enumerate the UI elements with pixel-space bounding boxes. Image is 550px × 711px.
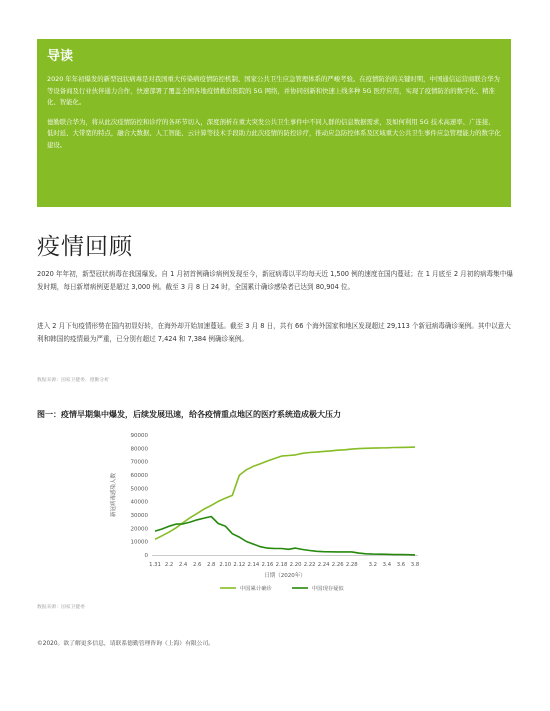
- legend-label-2: 中国现存疑似: [312, 586, 344, 592]
- x-tick-label: 2.22: [303, 562, 316, 568]
- y-tick-label: 20000: [130, 526, 148, 533]
- x-tick-label: 1.31: [149, 562, 161, 568]
- section-title: 疫情回顾: [37, 234, 133, 260]
- x-tick-label: 2.14: [247, 562, 260, 568]
- copyright-note: ©2020。欲了解更多信息，请联系德勤管理咨询（上海）有限公司。: [37, 641, 215, 647]
- source-note-2: 数据来源：国家卫健委: [37, 605, 85, 610]
- guide-paragraph-1: 2020 年年初爆发的新型冠状病毒是对我国重大传染病疫情防控机制、国家公共卫生应急管理体系的严峻考验。在疫情防治的关键时期，中国通信运营商联合华为等设备商及行业伙伴通力合作，快速部署了覆盖全国各地疫情救治医院的 5G 网络，并协同创新和快速上线多种 5G 医疗应用，实现了疫情防治的数字化、精准化、智能化。: [47, 75, 500, 106]
- x-tick-label: 2.2: [164, 562, 174, 568]
- legend-label-1: 中国累计确诊: [240, 586, 272, 592]
- y-tick-label: 10000: [130, 539, 148, 546]
- guide-title: 导读: [47, 49, 74, 64]
- figure-title: 图一：疫情早期集中爆发，后续发展迅速，给各疫情重点地区的医疗系统造成极大压力: [37, 410, 341, 419]
- body-paragraph-2: 进入 2 月下旬疫情形势在国内初显好转，在海外却开始加速蔓延。截至 3 月 8 日，共有 66 个海外国家和地区发现超过 29,113 个新冠病毒确诊案例。其中以意大利和韩国的疫情最为严重，已分别有超过 7,424 和 7,384 例确诊案例。: [37, 322, 511, 343]
- body-paragraph-1: 2020 年年初，新型冠状病毒在我国爆发。自 1 月初首例确诊病例发现至今，新冠病毒以平均每天近 1,500 例的速度在国内蔓延；在 1 月底至 2 月初的病毒集中爆发时期，每日新增病例更是超过 3,000 例。截至 3 月 8 日 24 时，全国累计确诊感染者已达到 80,904 位。: [37, 270, 513, 291]
- x-tick-label: 2.4: [178, 562, 188, 568]
- x-tick-label: 2.8: [206, 562, 216, 568]
- x-tick-label: 3.4: [382, 562, 392, 568]
- x-tick-label: 2.18: [275, 562, 288, 568]
- source-note-1: 数据来源：国家卫健委、德勤分析: [37, 378, 109, 383]
- x-tick-label: 3.6: [396, 562, 406, 568]
- x-tick-label: 2.20: [289, 562, 302, 568]
- y-tick-label: 90000: [130, 433, 148, 439]
- y-tick-label: 80000: [130, 446, 148, 453]
- x-axis-title: 日期（2020年）: [264, 573, 306, 579]
- series-line-2: [155, 517, 415, 555]
- y-tick-label: 70000: [130, 459, 148, 466]
- x-tick-label: 2.10: [219, 562, 232, 568]
- guide-paragraph-2: 德勤联合华为，将从此次疫情防控和诊疗的各环节切入，深度剖析在重大突发公共卫生事件中不同人群的信息数据需求，及如何利用 5G 技术高速率、广连接、低时延、大带宽的特点，融合大数据、人工智能、云计算等技术手段助力此次疫情的防控诊疗，推动应急防控体系及区域重大公共卫生事件应急管理能力的数字化建设。: [47, 117, 501, 149]
- x-tick-label: 2.28: [345, 562, 358, 568]
- y-tick-label: 30000: [130, 513, 148, 519]
- series-line-1: [155, 447, 415, 539]
- line-chart: [100, 425, 430, 595]
- x-tick-label: 2.6: [192, 562, 202, 568]
- x-tick-label: 3.2: [368, 562, 378, 568]
- y-tick-label: 40000: [130, 499, 148, 506]
- x-tick-label: 2.24: [317, 562, 330, 568]
- y-tick-label: 60000: [130, 473, 148, 479]
- x-tick-label: 2.26: [331, 562, 344, 568]
- y-tick-label: 0: [144, 553, 148, 559]
- y-tick-label: 50000: [130, 486, 148, 493]
- x-tick-label: 3.8: [410, 562, 420, 568]
- x-tick-label: 2.16: [261, 562, 274, 568]
- guide-box: [37, 39, 511, 207]
- x-tick-label: 2.12: [233, 562, 246, 568]
- y-axis-title: 新冠病毒感染人数: [111, 472, 117, 518]
